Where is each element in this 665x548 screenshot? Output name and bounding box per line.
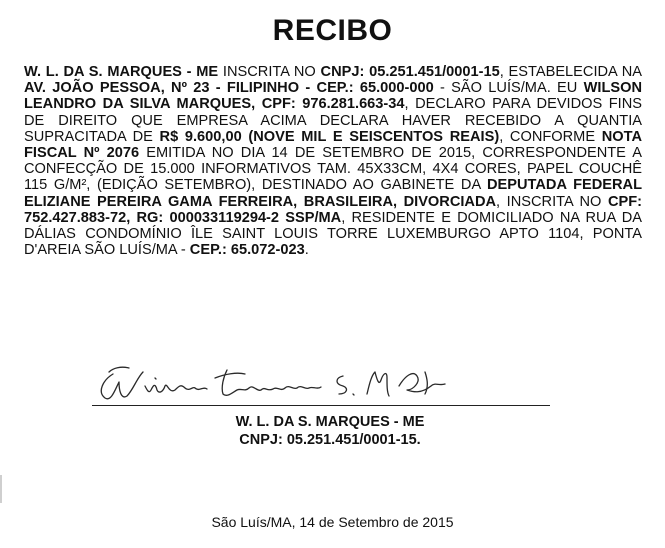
signer-cnpj: CNPJ: 05.251.451/0001-15. <box>239 432 421 448</box>
amount-received: R$ 9.600,00 (NOVE MIL E SEISCENTOS REAIS) <box>159 128 500 145</box>
document-title: RECIBO <box>272 14 393 47</box>
text-segment: . <box>304 242 309 259</box>
signer-company: W. L. DA S. MARQUES - ME <box>235 414 425 430</box>
text-segment: , CONFORME <box>499 128 602 145</box>
recipient-documents: CPF: 752.427.883-72, RG: 000033119294-2 SSP/MA <box>24 193 642 226</box>
text-segment: , DECLARO PARA DEVIDOS FINS DE DIREITO QUE EMPRESA ACIMA DECLARA HAVER RECEBIDO A QUANTIA SUPRACITADA DE <box>24 96 642 145</box>
text-segment: - SÃO LUÍS/MA. EU <box>433 80 584 97</box>
invoice-number: NOTA FISCAL Nº 2076 <box>24 128 642 162</box>
text-segment: INSCRITA NO <box>218 64 321 80</box>
text-segment: EMITIDA NO DIA 14 DE SETEMBRO DE 2015, CORRESPONDENTE A CONFECÇÃO DE 15.000 INFORMATIVOS TAM. 45X33CM, 4X4 CORES, PAPEL COUCHÊ 115 G/M², (EDIÇÃO SETEMBRO), DESTINADO AO GABINETE DA <box>24 145 642 194</box>
declarant-name-cpf: WILSON LEANDRO DA SILVA MARQUES, CPF: 976.281.663-34 <box>24 80 642 113</box>
handwritten-signature <box>95 356 475 406</box>
company-address: AV. JOÃO PESSOA, Nº 23 - FILIPINHO - CEP.: 65.000-000 <box>24 80 434 97</box>
company-cnpj: CNPJ: 05.251.451/0001-15 <box>320 64 500 80</box>
recipient-cep: CEP.: 65.072-023 <box>189 242 305 259</box>
text-segment: , ESTABELECIDA NA <box>499 64 642 80</box>
company-name: W. L. DA S. MARQUES - ME <box>24 64 219 80</box>
text-segment: , INSCRITA NO <box>496 193 608 210</box>
scan-edge-mark <box>0 475 2 503</box>
recipient-name: DEPUTADA FEDERAL ELIZIANE PEREIRA GAMA FERREIRA, BRASILEIRA, DIVORCIADA <box>24 177 642 210</box>
date-line: São Luís/MA, 14 de Setembro de 2015 <box>211 514 454 530</box>
receipt-paragraph <box>24 64 642 258</box>
text-segment: , RESIDENTE E DOMICILIADO NA RUA DA DÁLIAS CONDOMÍNIO ÎLE SAINT LOUIS TORRE LUXEMBURGO APTO 1104, PONTA D'AREIA SÃO LUÍS/MA - <box>24 209 642 259</box>
signature-line <box>92 405 550 406</box>
